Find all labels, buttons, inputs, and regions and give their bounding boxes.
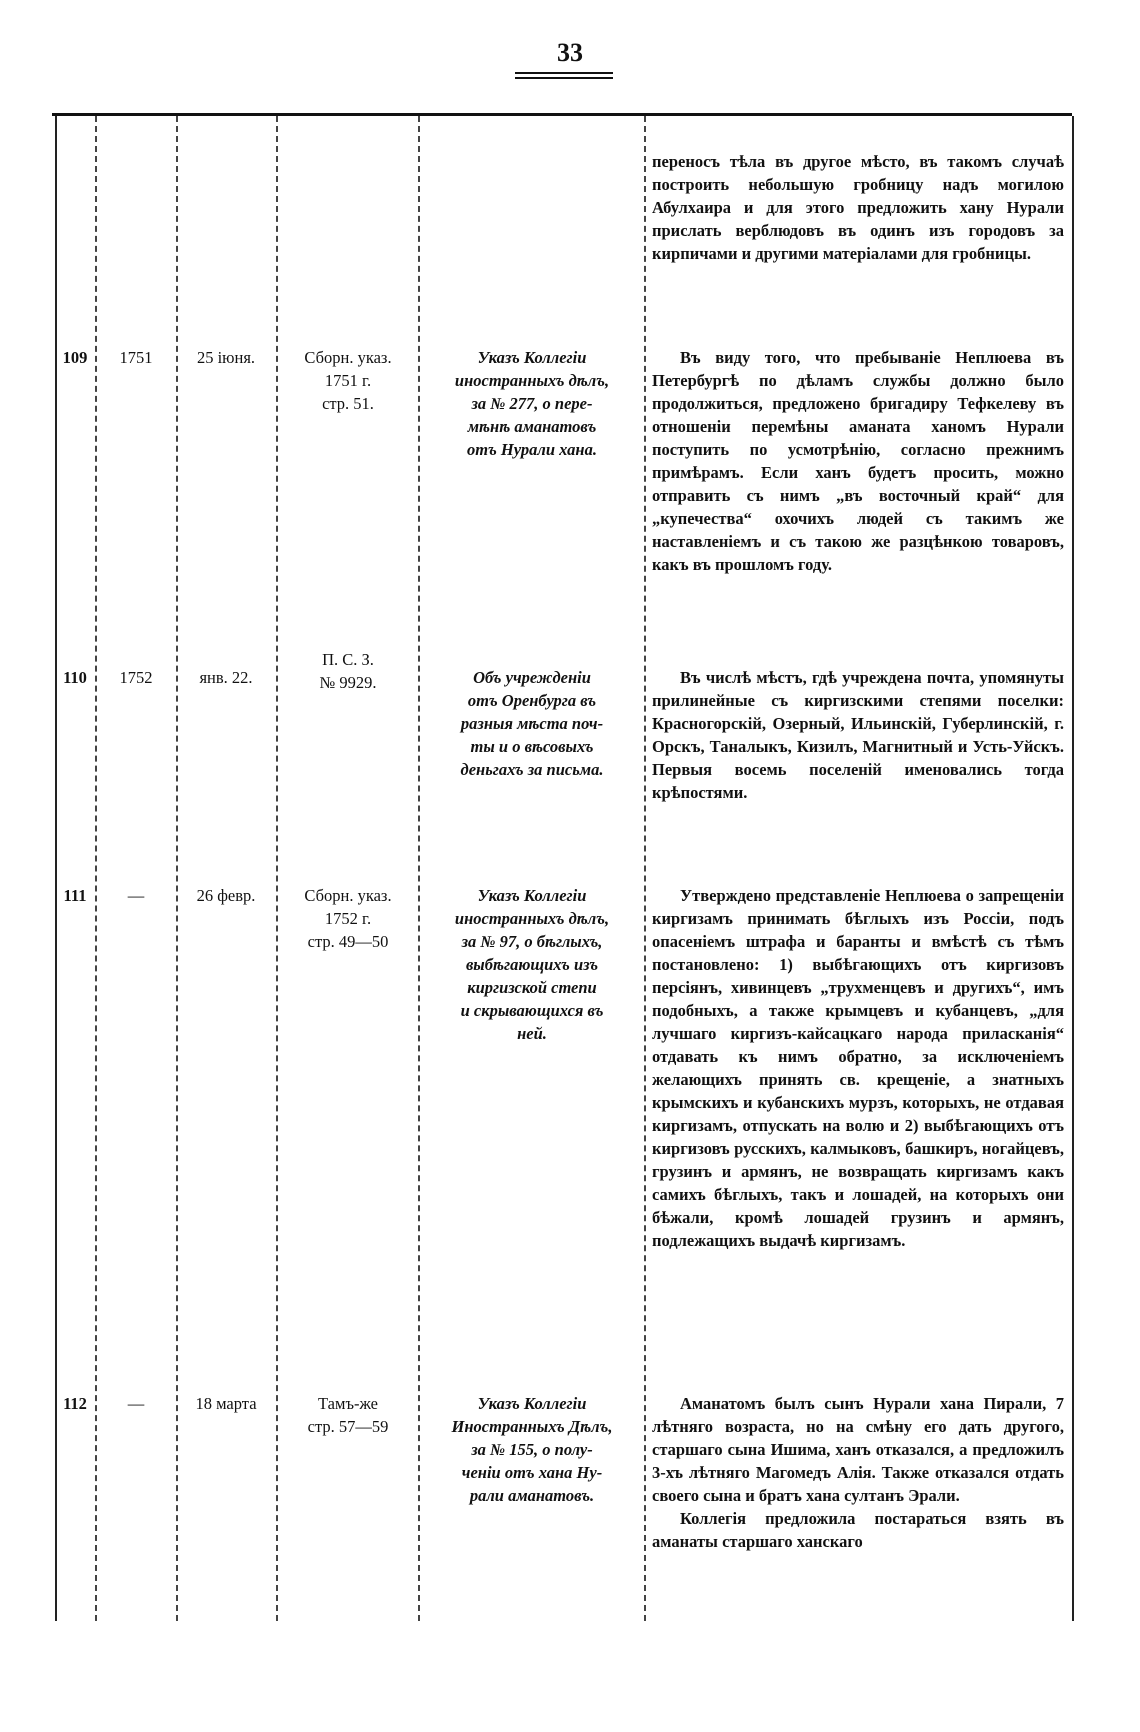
source-line: Тамъ-же (318, 1394, 378, 1413)
entry-number: 111 (63, 886, 87, 905)
title-line: Иностранныхъ Дѣлъ, (451, 1417, 613, 1436)
source-line: Сборн. указ. (304, 886, 392, 905)
entry-title (422, 346, 642, 461)
col-line-number (95, 116, 97, 1621)
entry-content (652, 1392, 1064, 1553)
source-line: 1751 г. (324, 371, 372, 390)
content-paragraph: Коллегія предложила постараться взять въ аманаты старшаго ханскаго (652, 1509, 1064, 1551)
title-line: Указъ Коллегіи (477, 886, 587, 905)
title-line: иностранныхъ дѣлъ, (454, 371, 610, 390)
content-paragraph: Утверждено представленіе Неплюева о запрещеніи киргизамъ принимать бѣглыхъ изъ Россіи, подъ опасеніемъ штрафа и баранты и вмѣстѣ съ тѣмъ постановлено: 1) выбѣгающихъ отъ киргизовъ персіянъ, хивинцевъ „трухменцевъ и другихъ“, имъ подобныхъ, а также крымцевъ и кубанцевъ, „для лучшаго киргизъ-кайсацкаго народа приласканія“ отдавать къ нимъ обратно, за исключеніемъ желающихъ принять св. крещеніе, а знатныхъ крымскихъ и кубанскихъ мурзъ, которыхъ, не отдавая киргизамъ, отпускать на волю и 2) выбѣгающихъ отъ киргизовъ русскихъ, калмыковъ, башкиръ, ногайцевъ, грузинъ и армянъ, не возвращать киргизамъ какъ самихъ бѣглыхъ, такъ и лошадей, на которыхъ они бѣжали, кромѣ лошадей грузинъ и армянъ, подлежащихъ выдачѣ киргизамъ. (652, 886, 1064, 1250)
content-paragraph: Въ числѣ мѣстъ, гдѣ учреждена почта, упомянуты прилинейные съ киргизскими степями поселки: Красногорскій, Озерный, Ильинскій, Губерлинскій, г. Орскъ, Таналыкъ, Кизилъ, Магнитный и Усть-Уйскъ. Первыя восемь поселеній именовались тогда крѣпостями. (652, 668, 1064, 802)
continuation-text (652, 150, 1064, 265)
title-line: мѣнѣ аманатовъ (467, 417, 597, 436)
title-line: выбѣгающихъ изъ (465, 955, 599, 974)
entry-date: 25 іюня. (196, 348, 256, 367)
title-line: за № 97, о бѣглыхъ, (461, 932, 603, 951)
title-line: за № 277, о пере- (471, 394, 593, 413)
entry-content (652, 884, 1064, 1252)
source-line: стр. 57—59 (307, 1417, 389, 1436)
title-line: иностранныхъ дѣлъ, (454, 909, 610, 928)
col-line-title (644, 116, 646, 1621)
title-line: и скрывающихся въ (460, 1001, 604, 1020)
col-line-date (276, 116, 278, 1621)
source-line: П. С. З. (322, 650, 374, 669)
entry-date: 18 марта (195, 1394, 257, 1413)
col-line-source (418, 116, 420, 1621)
title-line: разныя мѣста поч- (460, 714, 604, 733)
title-line: Объ учрежденіи (473, 668, 591, 687)
entry-year: 1751 (119, 348, 153, 367)
entry-number: 112 (63, 1394, 87, 1413)
source-line: Сборн. указ. (304, 348, 392, 367)
title-line: Указъ Коллегіи (477, 1394, 587, 1413)
entry-content (652, 346, 1064, 576)
entry-source (280, 346, 416, 415)
col-line-right (1072, 116, 1074, 1621)
entry-source (280, 1392, 416, 1438)
title-line: отъ Нурали хана. (467, 440, 597, 459)
entry-source (280, 884, 416, 953)
title-line: Указъ Коллегіи (477, 348, 587, 367)
content-paragraph: Аманатомъ былъ сынъ Нурали хана Пирали, 7 лѣтняго возраста, но на смѣну его дать другого, старшаго сына Ишима, ханъ отказался, а предложилъ 3-хъ лѣтняго Магомедъ Алія. Также отказался отдать своего сына и братъ хана султанъ Эрали. (652, 1394, 1064, 1505)
continuation-paragraph: переносъ тѣла въ другое мѣсто, въ такомъ случаѣ построить небольшую гробницу надъ могилою Абулхаира и для этого предложить хану Нурали прислать верблюдовъ въ одинъ изъ городовъ за кирпичами и другими матеріалами для гробницы. (652, 152, 1064, 263)
entry-number: 109 (62, 348, 88, 367)
title-line: ты и о вѣсовыхъ (470, 737, 594, 756)
entry-date: янв. 22. (199, 668, 253, 687)
page-number-underline-2 (515, 77, 613, 79)
entry-title (422, 1392, 642, 1507)
title-line: ченіи отъ хана Ну- (461, 1463, 603, 1482)
title-line: рали аманатовъ. (469, 1486, 595, 1505)
title-line: за № 155, о полу- (471, 1440, 593, 1459)
content-paragraph: Въ виду того, что пребываніе Неплюева въ Петербургѣ по дѣламъ службы должно было продолжиться, предложено бригадиру Тефкелеву въ отношеніи перемѣны аманата ханомъ Нурали поступить по усмотрѣнію, согласно прежнимъ примѣрамъ. Если ханъ будетъ просить, можно отправить съ нимъ „въ восточный край“ для „купечества“ охочихъ людей съ такимъ же наставленіемъ и съ такою же разцѣнкою товаровъ, какъ въ прошломъ году. (652, 348, 1064, 574)
entry-title (422, 884, 642, 1045)
page-number-underline (515, 72, 613, 74)
entry-source (280, 648, 416, 694)
entry-date: 26 февр. (196, 886, 256, 905)
page-number: 33 (557, 38, 583, 67)
entry-number: 110 (63, 668, 87, 687)
source-line: № 9929. (319, 673, 377, 692)
entry-year: — (127, 886, 145, 905)
source-line: 1752 г. (324, 909, 372, 928)
entry-year: 1752 (119, 668, 153, 687)
title-line: ней. (517, 1024, 547, 1043)
title-line: отъ Оренбурга въ (467, 691, 597, 710)
entry-content (652, 666, 1064, 804)
title-line: киргизской степи (467, 978, 597, 997)
source-line: стр. 49—50 (307, 932, 389, 951)
title-line: деньгахъ за письма. (460, 760, 604, 779)
entry-title (422, 666, 642, 781)
entry-year: — (127, 1394, 145, 1413)
table-top-rule (52, 113, 1072, 116)
source-line: стр. 51. (322, 394, 374, 413)
